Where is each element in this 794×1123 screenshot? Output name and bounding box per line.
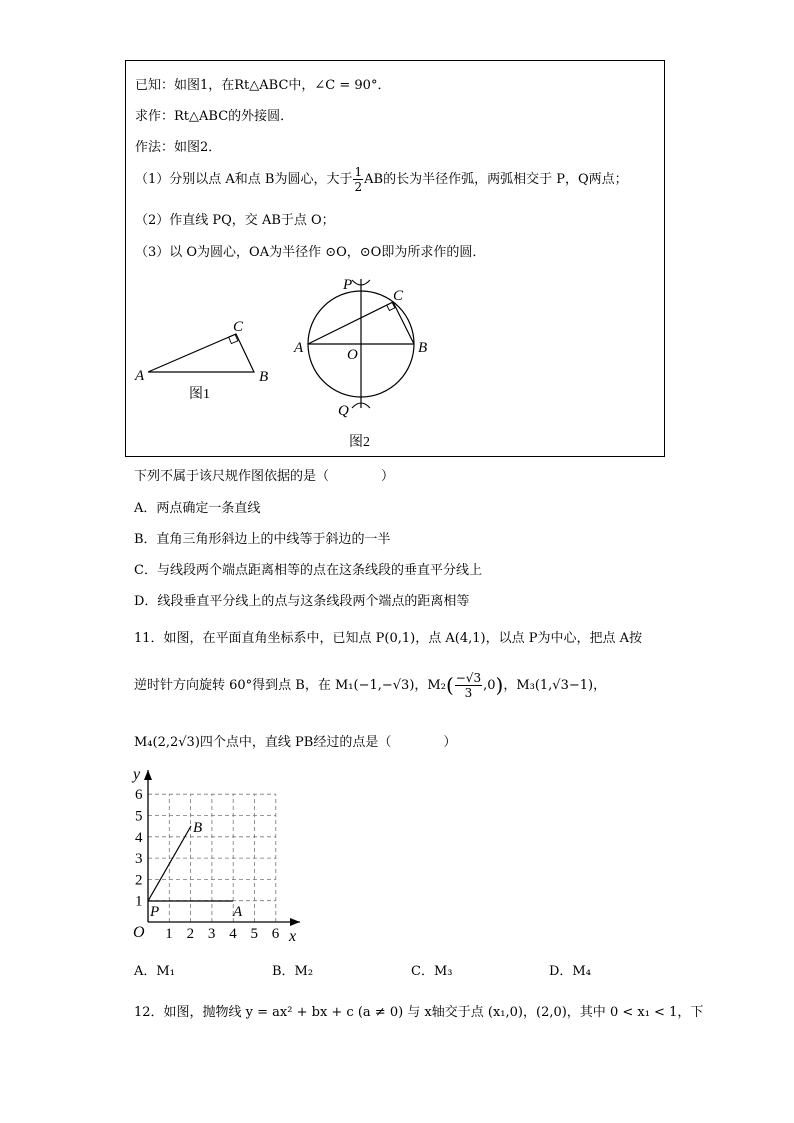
fig1-caption: 图1 (189, 387, 210, 402)
graph-grid (148, 794, 276, 922)
fig2-label-C: C (393, 288, 404, 304)
step1-post: AB的长为半径作弧，两弧相交于 P，Q两点； (364, 172, 628, 187)
given-text: 已知：如图1，在Rt△ABC中，∠C = 90°． (135, 78, 391, 93)
q10-stem: 下列不属于该尺规作图依据的是（ ） (134, 469, 395, 484)
figures-svg (126, 265, 664, 455)
q11-line-3: M₄(2,2√3)四个点中，直线 PB经过的点是（ ） (134, 735, 457, 750)
y-tick-label: 5 (135, 808, 143, 825)
x-axis-label: x (289, 928, 297, 945)
y-tick-label: 2 (135, 872, 143, 889)
q11-graph (125, 760, 310, 945)
y-axis-arrow (144, 770, 152, 780)
q11-line2-pre: 逆时针方向旋转 60°得到点 B，在 M₁(−1,−√3)，M₂ (134, 678, 446, 693)
x-tick-label: 5 (250, 926, 258, 942)
x-tick-label: 6 (271, 926, 280, 942)
frac-den: 2 (354, 180, 363, 194)
fig1-label-B: B (259, 369, 269, 385)
q10-option-a[interactable]: A．两点确定一条直线 (134, 501, 261, 516)
q11-line-2 (134, 670, 606, 701)
q11-option-c[interactable]: C．M₃ (411, 964, 453, 979)
half-fraction (353, 165, 363, 194)
q10-option-c[interactable]: C．与线段两个端点距离相等的点在这条线段的垂直平分线上 (134, 563, 482, 578)
q10-option-b[interactable]: B．直角三角形斜边上的中线等于斜边的一半 (134, 532, 391, 547)
point-P-label: P (150, 904, 160, 920)
q11-line-1: 11．如图，在平面直角坐标系中，已知点 P(0,1)，点 A(4,1)，以点 P为中心，把点 A按 (134, 631, 642, 646)
paren-close: ) (495, 673, 504, 697)
point-B-label: B (193, 820, 203, 836)
x-tick-label: 2 (186, 926, 195, 942)
fig1-label-A: A (135, 368, 145, 384)
q10-option-d[interactable]: D．线段垂直平分线上的点与这条线段两个端点的距离相等 (134, 594, 470, 609)
fig1-label-C: C (233, 319, 244, 335)
y-tick-label: 4 (135, 829, 143, 846)
step-1 (135, 165, 628, 195)
fig2-label-O: O (347, 347, 358, 363)
fig2-caption: 图2 (349, 435, 370, 450)
q11-fraction (455, 671, 482, 700)
step1-pre: （1）分别以点 A和点 B为圆心，大于 (135, 172, 353, 187)
q11-option-a[interactable]: A．M₁ (134, 964, 175, 979)
q11-line2-post: ，M₃(1,√3−1)， (503, 678, 607, 693)
point-A-label: A (233, 904, 243, 920)
step-3: （3）以 O为圆心，OA为半径作 ⊙O，⊙O即为所求作的圆． (135, 245, 486, 260)
frac-num: 1 (354, 165, 363, 179)
y-tick-label: 1 (135, 893, 143, 910)
x-axis-arrow (290, 918, 300, 926)
q11-frac-den: 3 (464, 686, 473, 700)
fig2-label-P: P (343, 277, 353, 293)
x-tick-label: 1 (165, 926, 173, 942)
q12-line-1: 12．如图，抛物线 y = ax² + bx + c (a ≠ 0) 与 x轴交于点 (x₁,0)，(2,0)，其中 0 < x₁ < 1，下 (134, 1005, 704, 1020)
step-2: （2）作直线 PQ，交 AB于点 O； (135, 213, 335, 228)
q11-line2-mid: ,0 (483, 678, 496, 693)
y-axis-label: y (133, 766, 141, 783)
q11-option-d[interactable]: D．M₄ (549, 964, 591, 979)
q11-option-b[interactable]: B．M₂ (272, 964, 314, 979)
q11-frac-num: −√3 (455, 671, 482, 685)
figure-1 (134, 319, 268, 402)
fig2-label-A: A (294, 340, 304, 356)
y-tick-label: 6 (135, 787, 143, 804)
fig2-label-Q: Q (338, 403, 349, 419)
origin-label: O (133, 924, 145, 941)
paren-open: ( (445, 673, 454, 697)
method-text: 作法：如图2． (135, 140, 222, 155)
x-tick-label: 3 (207, 926, 216, 942)
fig2-label-B: B (418, 340, 428, 356)
figure-2 (293, 277, 427, 450)
x-tick-label: 4 (229, 926, 237, 942)
task-text: 求作：Rt△ABC的外接圆． (135, 109, 294, 124)
y-tick-label: 3 (135, 851, 143, 868)
